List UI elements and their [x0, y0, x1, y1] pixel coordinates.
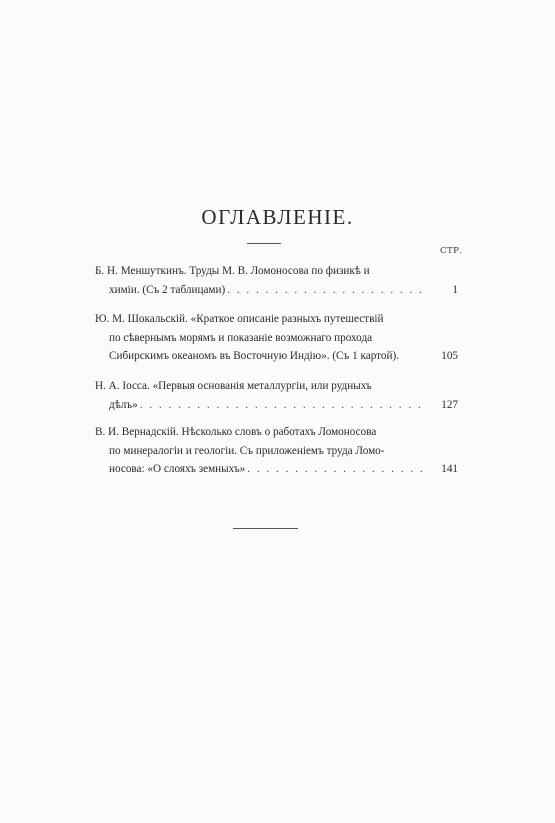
toc-entry-line: дѣлъ»	[109, 398, 138, 411]
toc-page-number: 127	[441, 398, 458, 411]
toc-entry-line: по минералогіи и геологіи. Съ приложеніемъ труда Ломо-	[109, 444, 385, 457]
toc-entry-last-line	[95, 396, 458, 415]
toc-entry-last-line	[95, 281, 458, 300]
toc-page-number: 141	[441, 463, 458, 475]
toc-entry	[95, 262, 458, 299]
toc-page-number: 1	[452, 283, 458, 296]
toc-entry-line: Ю. М. Шокальскій. «Краткое описаніе разныхъ путешествій	[95, 313, 384, 325]
toc-entry-line: по сѣвернымъ морямъ и показаніе возможнаго прохода	[109, 331, 373, 344]
toc-entry-last-line	[95, 347, 458, 366]
title-divider	[247, 243, 281, 244]
leader-dots	[247, 460, 424, 479]
toc-entry-line: химіи. (Съ 2 таблицами)	[109, 283, 226, 296]
toc-entry	[95, 377, 458, 414]
toc-entry-line: Н. А. Іосса. «Первыя основанія металлургіи, или рудныхъ	[95, 380, 372, 392]
toc-entry-line: В. И. Вернадскій. Нѣсколько словъ о работахъ Ломоносова	[95, 426, 377, 438]
toc-entry-last-line	[95, 460, 458, 479]
leader-dots	[227, 281, 424, 300]
toc-entry	[95, 310, 458, 366]
closing-divider	[233, 528, 298, 529]
page-column-label: СТР.	[440, 246, 463, 256]
page-title: ОГЛАВЛЕНІЕ.	[201, 205, 354, 229]
toc-entry-line: Сибирскимъ океаномъ въ Восточную Индію». (Съ 1 картой).	[109, 350, 400, 362]
toc-entry	[95, 423, 458, 479]
toc-entry-line: Б. Н. Меншуткинъ. Труды М. В. Ломоносова по физикѣ и	[95, 265, 370, 277]
toc-entry-line: носова: «О слояхъ земныхъ»	[109, 463, 246, 475]
leader-dots	[140, 396, 424, 415]
toc-page-number: 105	[441, 350, 458, 362]
